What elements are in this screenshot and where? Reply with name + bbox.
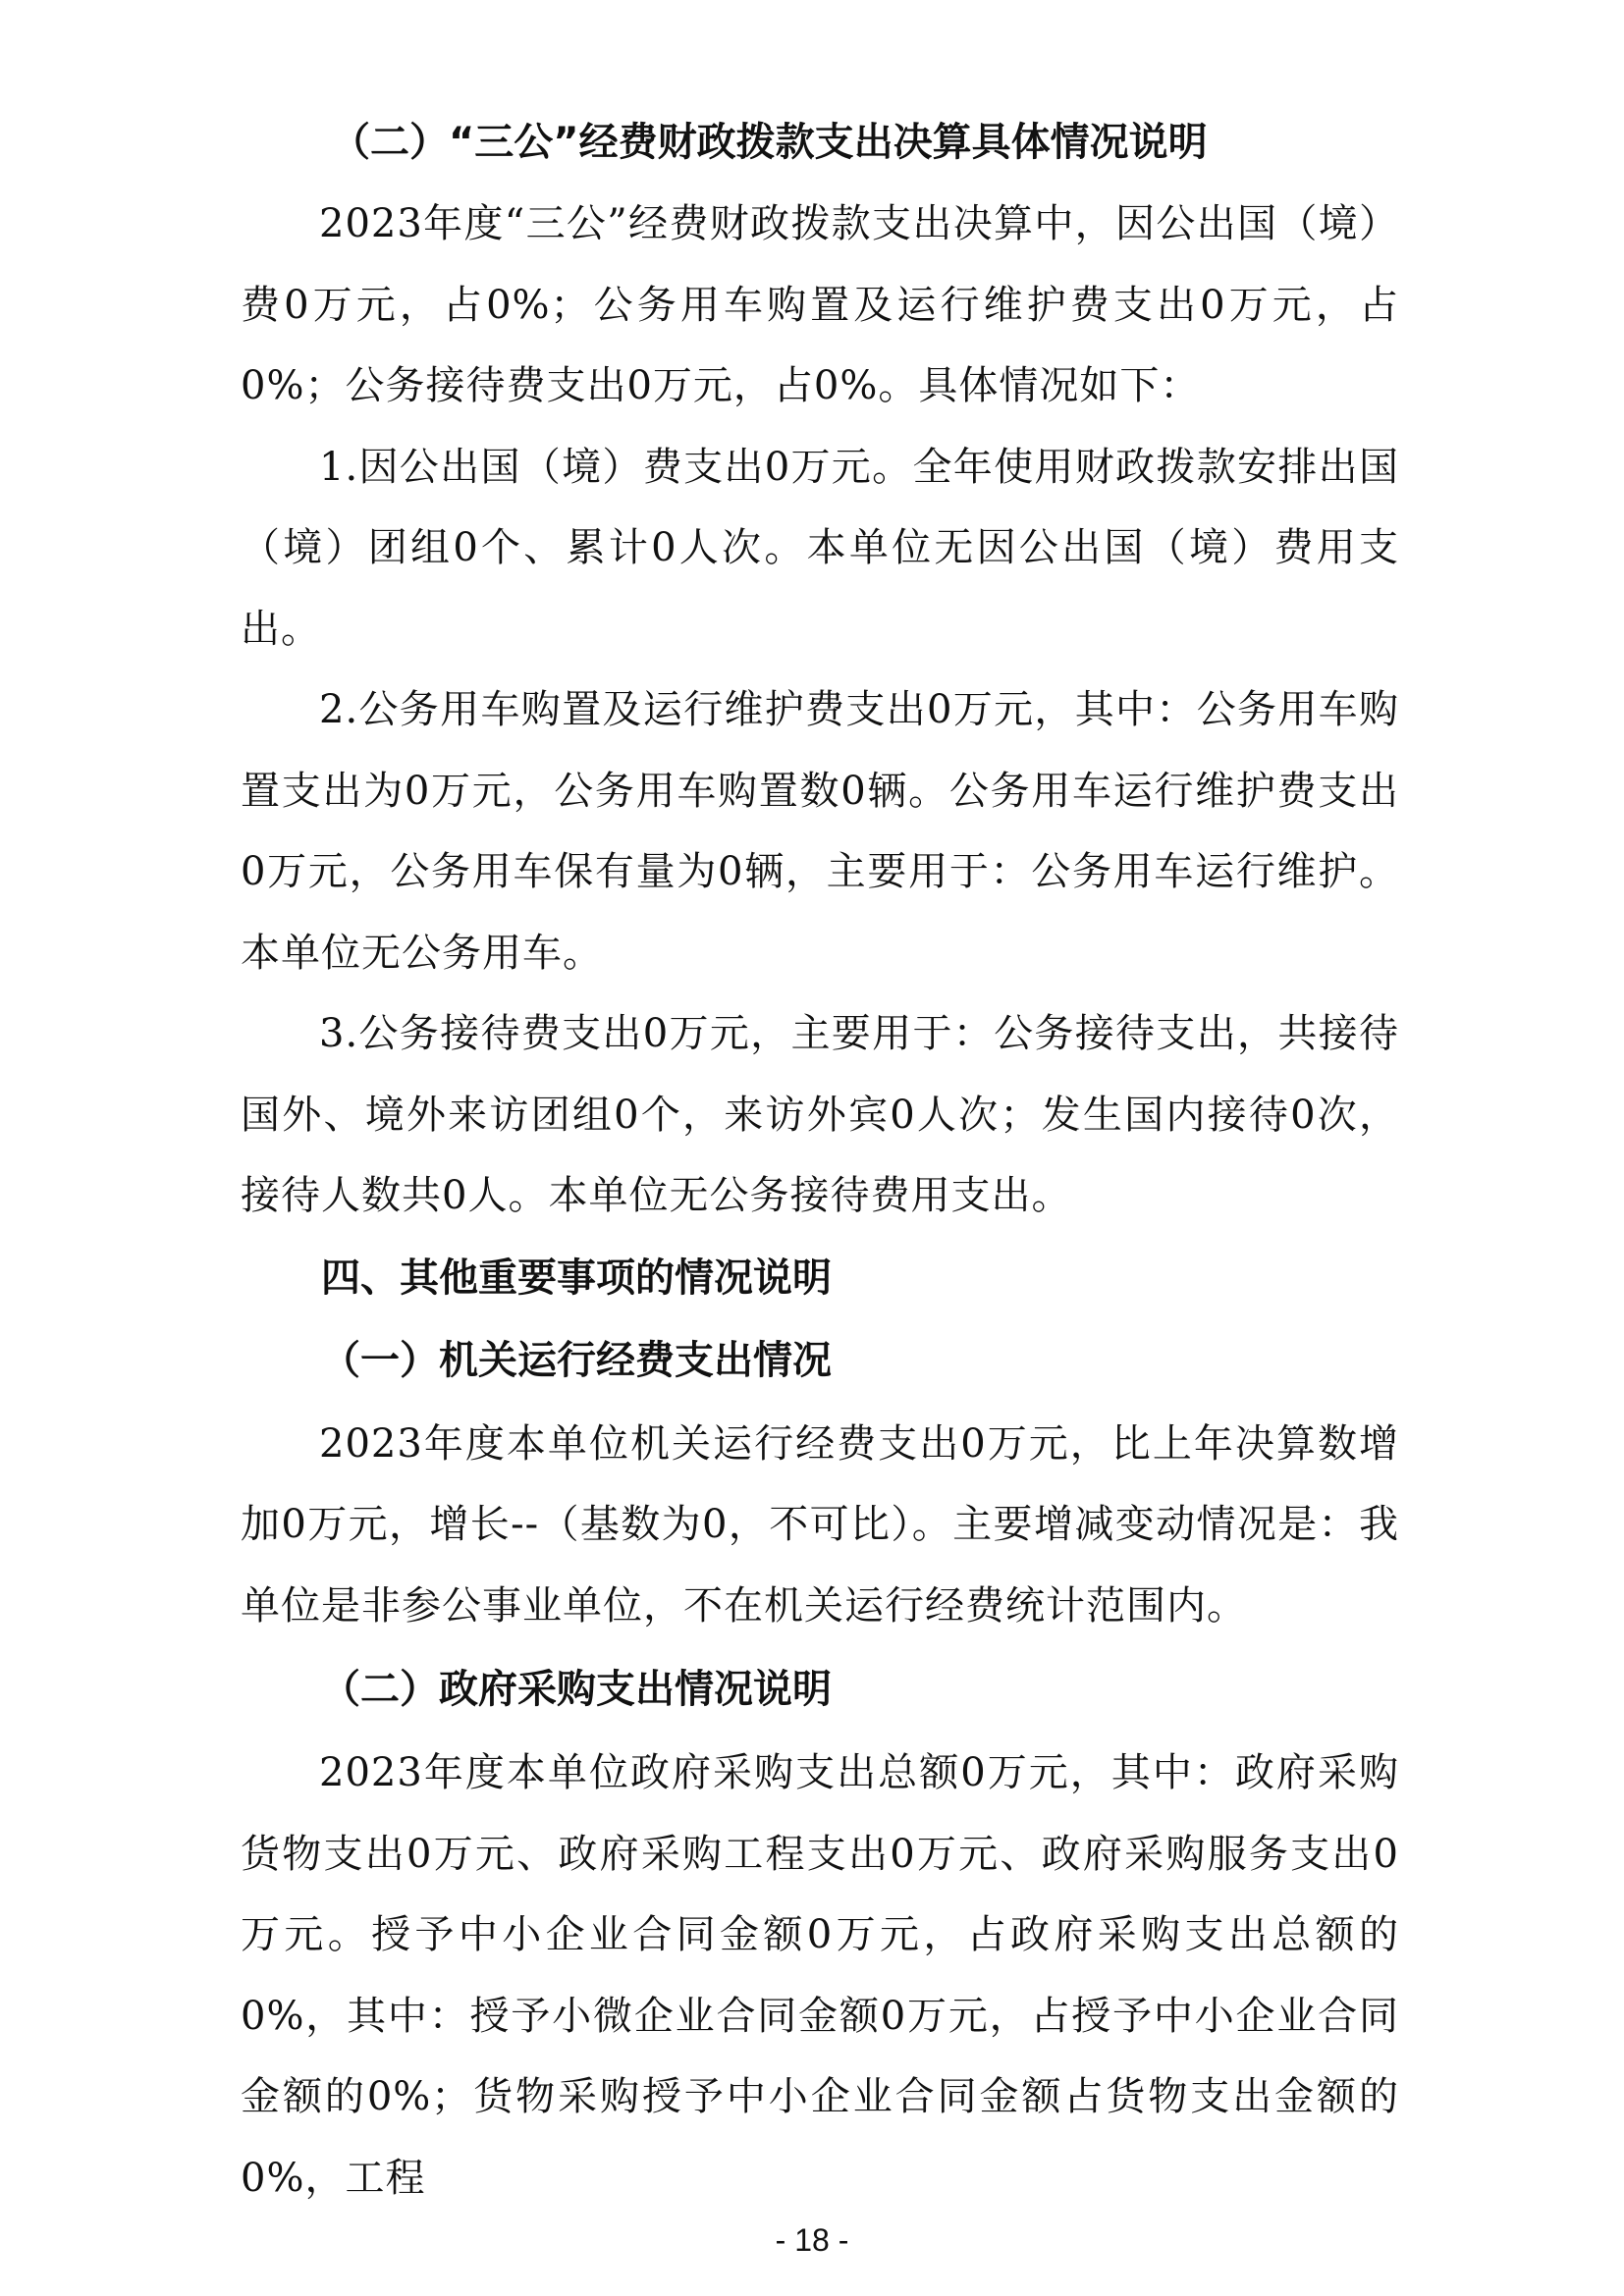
paragraph-official-vehicles: 2.公务用车购置及运行维护费支出0万元，其中：公务用车购置支出为0万元，公务用车购置数0辆。公务用车运行维护费支出0万元，公务用车保有量为0辆，主要用于：公务用车运行维护。本单位无公务用车。 [241,687,1399,976]
paragraph-official-reception: 3.公务接待费支出0万元，主要用于：公务接待支出，共接待国外、境外来访团组0个，来访外宾0人次；发生国内接待0次，接待人数共0人。本单位无公务接待费用支出。 [241,1011,1399,1218]
heading-operating-expenses: （一）机关运行经费支出情况 [321,1337,832,1383]
heading-section-four: 四、其他重要事项的情况说明 [321,1255,832,1301]
page-number: - 18 - [775,2222,849,2258]
paragraph-sangong-summary: 2023年度“三公”经费财政拨款支出决算中，因公出国（境）费0万元，占0%；公务用车购置及运行维护费支出0万元，占0%；公务接待费支出0万元，占0%。具体情况如下： [241,201,1399,408]
document-body [241,103,1399,2218]
paragraph-government-procurement: 2023年度本单位政府采购支出总额0万元，其中：政府采购货物支出0万元、政府采购工程支出0万元、政府采购服务支出0万元。授予中小企业合同金额0万元，占政府采购支出总额的0%，其中：授予小微企业合同金额0万元，占授予中小企业合同金额的0%；货物采购授予中小企业合同金额占货物支出金额的0%，工程 [241,1750,1399,2201]
paragraph-operating-expenses: 2023年度本单位机关运行经费支出0万元，比上年决算数增加0万元，增长--（基数为0，不可比）。主要增减变动情况是：我单位是非参公事业单位，不在机关运行经费统计范围内。 [241,1420,1399,1629]
paragraph-overseas-travel: 1.因公出国（境）费支出0万元。全年使用财政拨款安排出国（境）团组0个、累计0人次。本单位无因公出国（境）费用支出。 [241,444,1399,652]
heading-government-procurement: （二）政府采购支出情况说明 [321,1667,832,1712]
heading-sangong-details: （二）“三公”经费财政拨款支出决算具体情况说明 [331,120,1208,165]
